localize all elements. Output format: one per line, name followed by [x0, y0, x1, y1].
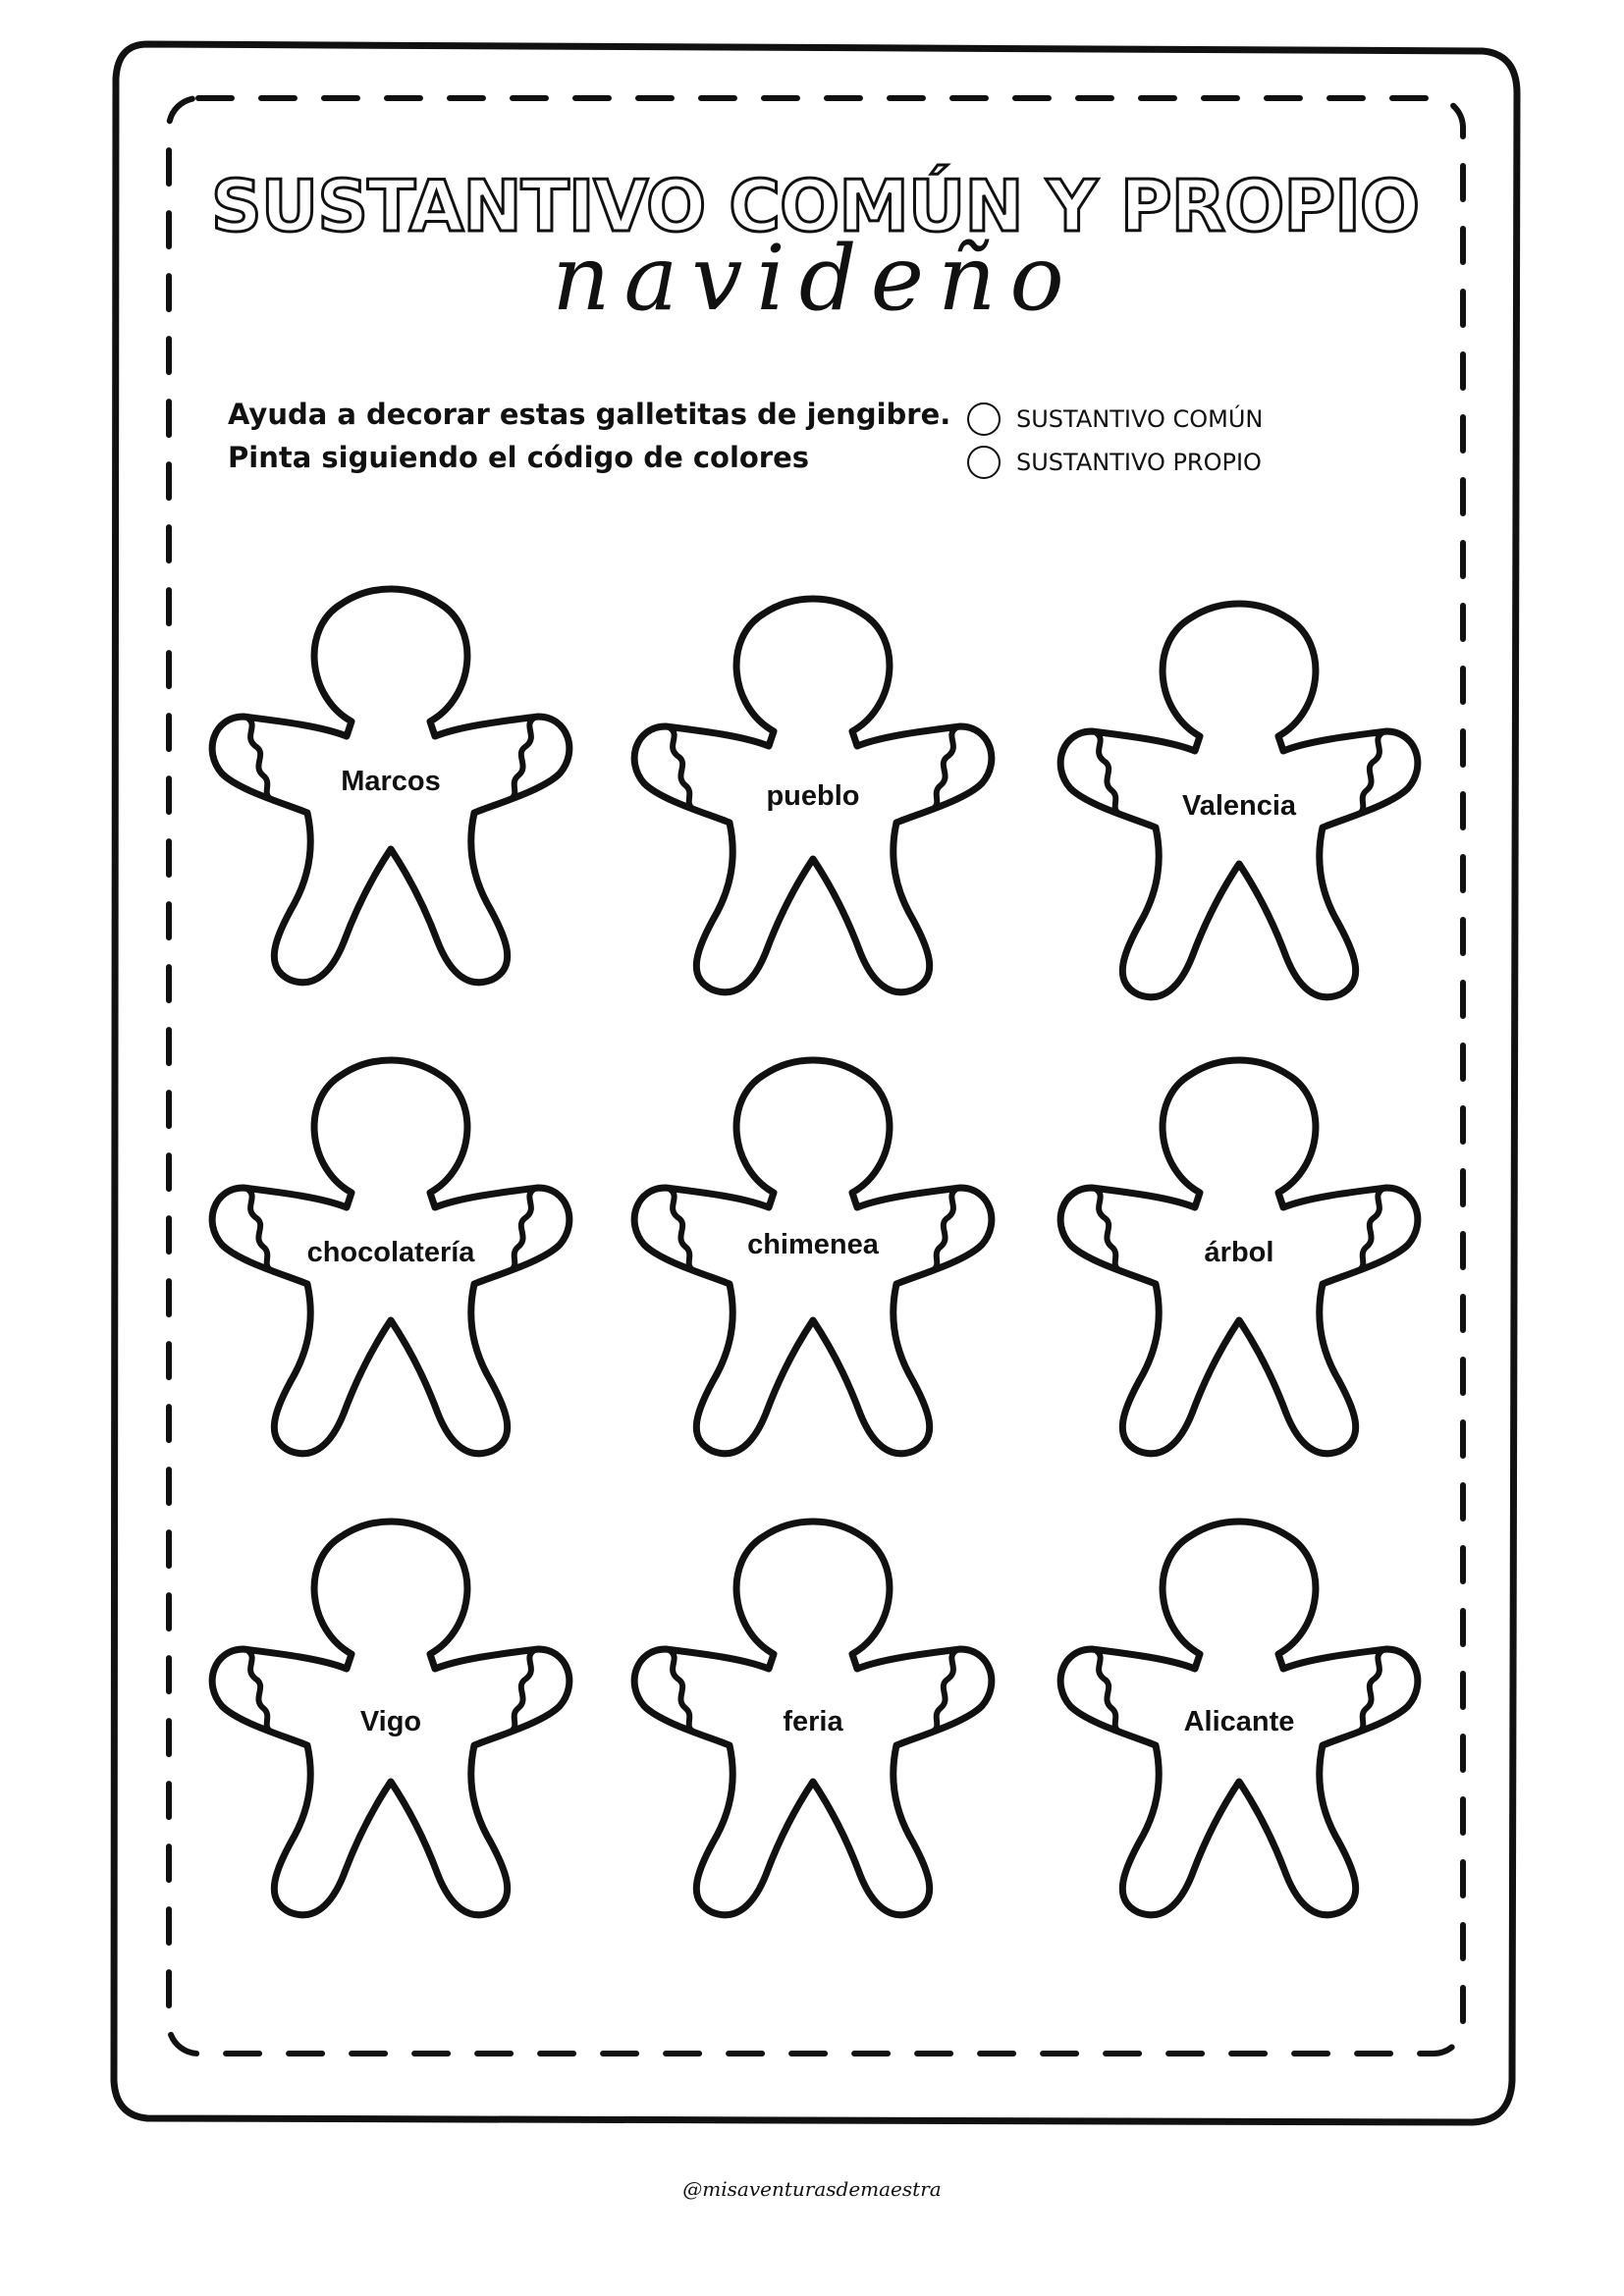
gingerbread-cookie[interactable]: [214, 1512, 568, 1924]
legend-item-comun: [967, 398, 1263, 441]
cookie-word: chocolatería: [306, 1237, 475, 1268]
instruction-line1: Ayuda a decorar estas galletitas de jengibre.: [228, 398, 951, 431]
gingerbread-cookie[interactable]: [1062, 594, 1416, 1006]
gingerbread-cookie[interactable]: [636, 1512, 990, 1924]
cookie-word: pueblo: [766, 780, 860, 812]
legend-item-propio: [967, 441, 1263, 484]
cookie-word: feria: [783, 1706, 843, 1737]
gingerbread-cookie[interactable]: [636, 1050, 990, 1463]
legend-label: SUSTANTIVO PROPIO: [1016, 449, 1262, 476]
cookie-word: Alicante: [1183, 1706, 1295, 1737]
gingerbread-cookie[interactable]: [214, 1050, 568, 1463]
author-credit: @misaventurasdemaestra: [682, 2177, 942, 2201]
title-line1: SUSTANTIVO COMÚN Y PROPIO: [210, 165, 1420, 247]
title-line2: navideño: [552, 226, 1078, 331]
gingerbread-cookie[interactable]: [636, 589, 990, 1001]
gingerbread-cookie[interactable]: [1062, 1512, 1416, 1924]
instruction-line2: Pinta siguiendo el código de colores: [228, 441, 810, 474]
gingerbread-cookie[interactable]: [214, 579, 568, 991]
cookie-word: árbol: [1204, 1237, 1274, 1268]
color-legend: [967, 398, 1263, 484]
cookie-word: Valencia: [1181, 790, 1297, 822]
instructions: [228, 393, 950, 479]
gingerbread-cookie[interactable]: [1062, 1050, 1416, 1463]
cookie-word: Marcos: [341, 766, 441, 797]
color-circle[interactable]: [967, 402, 1001, 436]
cookie-word: Vigo: [359, 1706, 422, 1737]
worksheet-title: [210, 137, 1420, 334]
color-circle[interactable]: [967, 446, 1001, 479]
legend-label: SUSTANTIVO COMÚN: [1016, 405, 1264, 433]
cookie-word: chimenea: [747, 1229, 879, 1260]
